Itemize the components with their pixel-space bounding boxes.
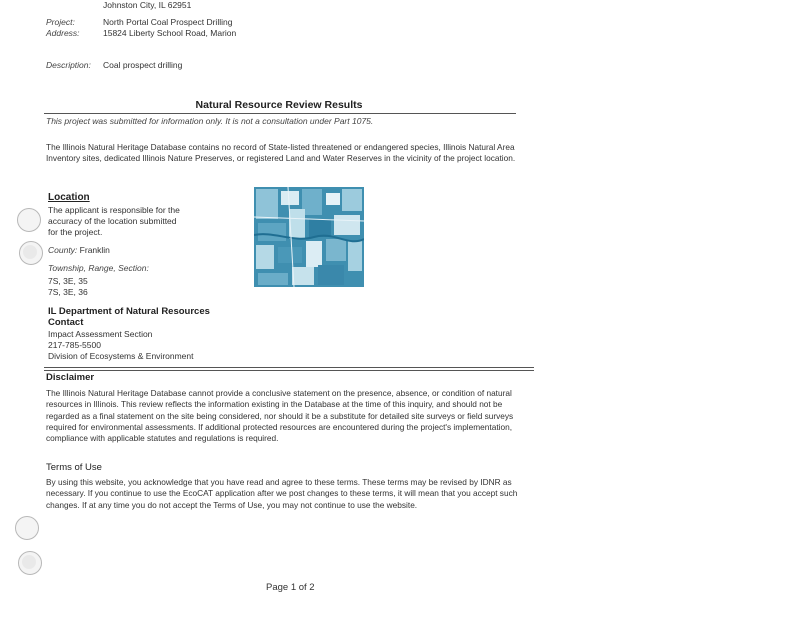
aerial-map-image — [254, 187, 364, 287]
binder-hole — [18, 551, 42, 575]
trs-label: Township, Range, Section: — [48, 263, 149, 273]
trs-row-1: 7S, 3E, 35 — [48, 276, 88, 286]
trs-row-2: 7S, 3E, 36 — [48, 287, 88, 297]
address-label: Address: — [46, 28, 80, 38]
disclaimer-body: The Illinois Natural Heritage Database cannot provide a conclusive statement on the presence, absence, or condition of natural resources in Illinois. This review reflects the information existing in the Database at the time of this inquiry, and should not be regarded as a final statement on the site being considered, nor should it be a substitute for detailed site surveys or field surveys required for environmental assessments. If additional protected resources are encountered during the project's implementation, compliance with applicable statutes and regulations is required. — [46, 388, 514, 444]
disclaimer-rule-1 — [44, 367, 534, 368]
location-text-2: accuracy of the location submitted — [48, 216, 177, 226]
title-rule — [44, 113, 516, 114]
terms-heading: Terms of Use — [46, 462, 102, 473]
description-label: Description: — [46, 60, 91, 70]
contact-phone: 217-785-5500 — [48, 340, 101, 350]
page-number: Page 1 of 2 — [266, 582, 315, 593]
county-line — [48, 245, 110, 256]
results-title: Natural Resource Review Results — [195, 99, 363, 111]
contact-division: Division of Ecosystems & Environment — [48, 351, 194, 361]
project-label: Project: — [46, 17, 75, 27]
disclaimer-heading: Disclaimer — [46, 372, 95, 383]
contact-heading-2: Contact — [48, 317, 84, 328]
county-label: County: — [48, 245, 78, 255]
results-notice: This project was submitted for information only. It is not a consultation under Part 1075. — [46, 116, 374, 126]
city-line: Johnston City, IL 62951 — [103, 0, 192, 10]
address-value: 15824 Liberty School Road, Marion — [103, 28, 237, 38]
project-value: North Portal Coal Prospect Drilling — [103, 17, 233, 27]
binder-hole — [19, 241, 43, 265]
contact-section: Impact Assessment Section — [48, 329, 153, 339]
location-text-3: for the project. — [48, 227, 103, 237]
county-value: Franklin — [79, 245, 110, 255]
terms-body: By using this website, you acknowledge that you have read and agree to these terms. These terms may be revised by IDNR as necessary. If you continue to use the EcoCAT application after we post changes to these terms, it will mean that you accept such changes. If at any time you do not accept the Terms of Use, you may not continue to use the website. — [46, 477, 518, 510]
contact-heading-1: IL Department of Natural Resources — [48, 306, 210, 317]
location-heading: Location — [48, 192, 90, 203]
binder-hole — [15, 516, 39, 540]
location-text-1: The applicant is responsible for the — [48, 205, 180, 215]
description-value: Coal prospect drilling — [103, 60, 183, 70]
results-body: The Illinois Natural Heritage Database contains no record of State-listed threatened or endangered species, Illinois Natural Area Inventory sites, dedicated Illinois Nature Preserves, or registered Land and Water Reserves in the vicinity of the project location. — [46, 142, 516, 164]
disclaimer-rule-2 — [44, 370, 534, 371]
binder-hole — [17, 208, 41, 232]
